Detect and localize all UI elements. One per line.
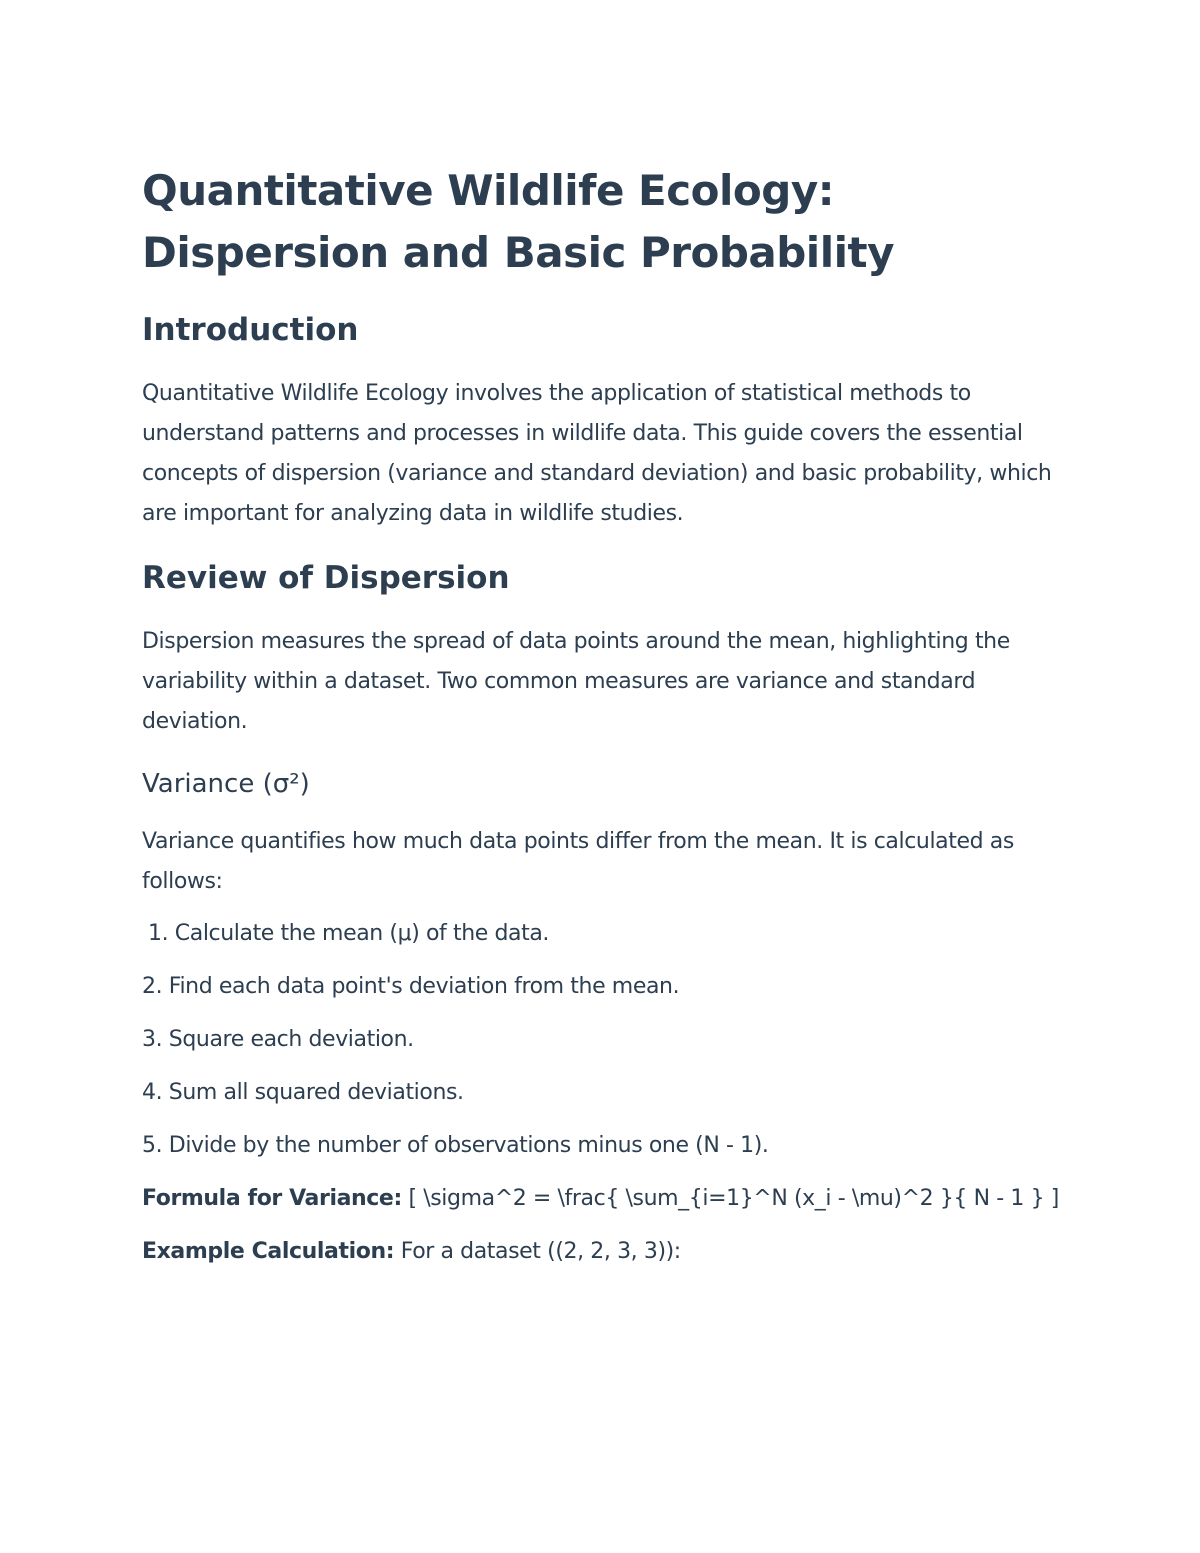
- document-page: [142, 160, 1062, 1296]
- formula-text: [ \sigma^2 = \frac{ \sum_{i=1}^N (x_i - \mu)^2 }{ N - 1 } ]: [408, 1186, 1059, 1211]
- list-item-number: 2.: [142, 974, 163, 999]
- list-item: [142, 967, 1062, 1007]
- list-item-number: 3.: [142, 1027, 163, 1052]
- list-item-number: 1.: [148, 921, 169, 946]
- list-item: [142, 1073, 1062, 1113]
- example-text: For a dataset ((2, 2, 3, 3)):: [400, 1239, 681, 1264]
- list-item: [142, 1126, 1062, 1166]
- subsection-heading-variance: Variance (σ²): [142, 769, 310, 799]
- list-item-text: Square each deviation.: [168, 1027, 414, 1052]
- list-item: [142, 1020, 1062, 1060]
- variance-paragraph: Variance quantifies how much data points differ from the mean. It is calculated as follows:: [142, 829, 1014, 894]
- formula-label: Formula for Variance:: [142, 1186, 402, 1211]
- list-item-text: Calculate the mean (μ) of the data.: [174, 921, 550, 946]
- document-title: Quantitative Wildlife Ecology: Dispersion and Basic Probability: [142, 166, 894, 277]
- list-item-text: Sum all squared deviations.: [168, 1080, 464, 1105]
- example-label: Example Calculation:: [142, 1239, 395, 1264]
- list-item-number: 5.: [142, 1133, 163, 1158]
- section-heading-introduction: Introduction: [142, 312, 359, 348]
- variance-formula: [142, 1179, 1062, 1219]
- section-heading-dispersion: Review of Dispersion: [142, 560, 510, 596]
- list-item-number: 4.: [142, 1080, 163, 1105]
- list-item-text: Find each data point's deviation from the mean.: [168, 974, 680, 999]
- introduction-paragraph: Quantitative Wildlife Ecology involves the application of statistical methods to understand patterns and processes in wildlife data. This guide covers the essential concepts of dispersion (variance and standard deviation) and basic probability, which are important for analyzing data in wildlife studies.: [142, 381, 1052, 526]
- dispersion-paragraph: Dispersion measures the spread of data points around the mean, highlighting the variability within a dataset. Two common measures are variance and standard deviation.: [142, 629, 1010, 734]
- variance-steps-list: [142, 914, 1062, 1166]
- list-item-text: Divide by the number of observations minus one (N - 1).: [168, 1133, 769, 1158]
- example-calculation: [142, 1232, 1062, 1272]
- list-item: [142, 914, 1062, 954]
